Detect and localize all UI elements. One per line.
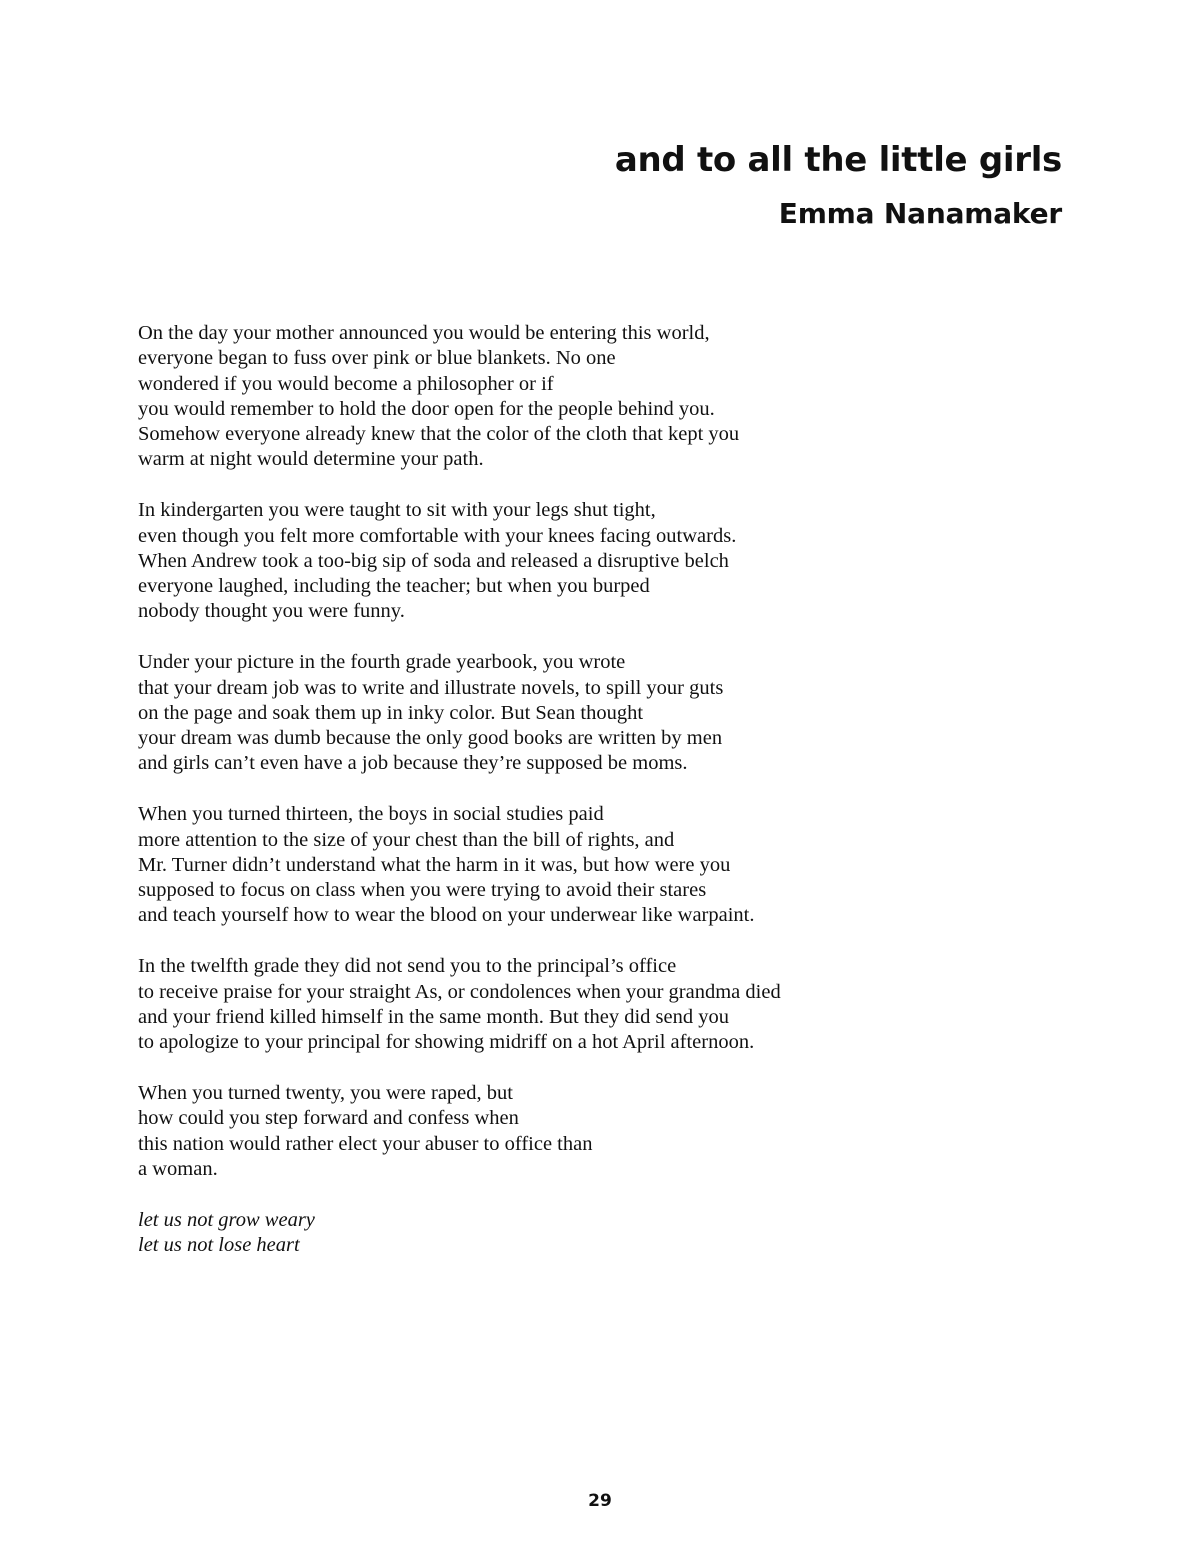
poem-line: In the twelfth grade they did not send you to the principal’s office (138, 955, 677, 978)
poem-line: on the page and soak them up in inky color. But Sean thought (138, 701, 644, 724)
poem-line: that your dream job was to write and illustrate novels, to spill your guts (138, 676, 724, 699)
page-number: 29 (588, 1491, 612, 1511)
stanza-3 (138, 650, 918, 776)
poem-line: to apologize to your principal for showing midriff on a hot April afternoon. (138, 1031, 755, 1054)
poem-line: and your friend killed himself in the same month. But they did send you (138, 1005, 729, 1028)
poem-line: a woman. (138, 1157, 218, 1180)
poem-line: and teach yourself how to wear the blood on your underwear like warpaint. (138, 904, 755, 927)
poem-line: even though you felt more comfortable with your knees facing outwards. (138, 524, 737, 547)
poem-line: you would remember to hold the door open for the people behind you. (138, 397, 715, 420)
poem-line: When you turned twenty, you were raped, but (138, 1081, 513, 1104)
poem-line: your dream was dumb because the only good books are written by men (138, 727, 723, 750)
poem-line: wondered if you would become a philosopher or if (138, 372, 554, 395)
poem-line: In kindergarten you were taught to sit with your legs shut tight, (138, 499, 656, 522)
poem-line: On the day your mother announced you would be entering this world, (138, 322, 710, 344)
stanza-4 (138, 802, 918, 928)
stanza-2 (138, 498, 918, 624)
stanza-1 (138, 321, 918, 473)
poem-line: everyone began to fuss over pink or blue blankets. No one (138, 347, 616, 370)
poem-line: and girls can’t even have a job because they’re supposed be moms. (138, 752, 688, 775)
poem-line: When you turned thirteen, the boys in social studies paid (138, 803, 604, 826)
poem-line: to receive praise for your straight As, or condolences when your grandma died (138, 980, 781, 1003)
poem-line: supposed to focus on class when you were trying to avoid their stares (138, 879, 707, 902)
poem-body (138, 321, 918, 1284)
poem-line: Under your picture in the fourth grade yearbook, you wrote (138, 651, 626, 674)
poem-line: everyone laughed, including the teacher; but when you burped (138, 575, 650, 598)
stanza-7-closing (138, 1208, 918, 1259)
poem-line: more attention to the size of your chest than the bill of rights, and (138, 828, 675, 851)
poem-line: let us not lose heart (138, 1233, 300, 1256)
poem-line: Somehow everyone already knew that the color of the cloth that kept you (138, 423, 740, 446)
stanza-5 (138, 954, 918, 1055)
poem-line: When Andrew took a too-big sip of soda and released a disruptive belch (138, 549, 729, 572)
poem-line: nobody thought you were funny. (138, 600, 405, 623)
poem-line: let us not grow weary (138, 1208, 315, 1231)
poem-line: Mr. Turner didn’t understand what the harm in it was, but how were you (138, 853, 731, 876)
poem-line: how could you step forward and confess when (138, 1107, 519, 1130)
poem-line: this nation would rather elect your abuser to office than (138, 1132, 593, 1155)
poem-title: and to all the little girls (614, 140, 1062, 180)
poem-author: Emma Nanamaker (778, 197, 1062, 230)
stanza-6 (138, 1081, 918, 1182)
poem-line: warm at night would determine your path. (138, 448, 484, 471)
